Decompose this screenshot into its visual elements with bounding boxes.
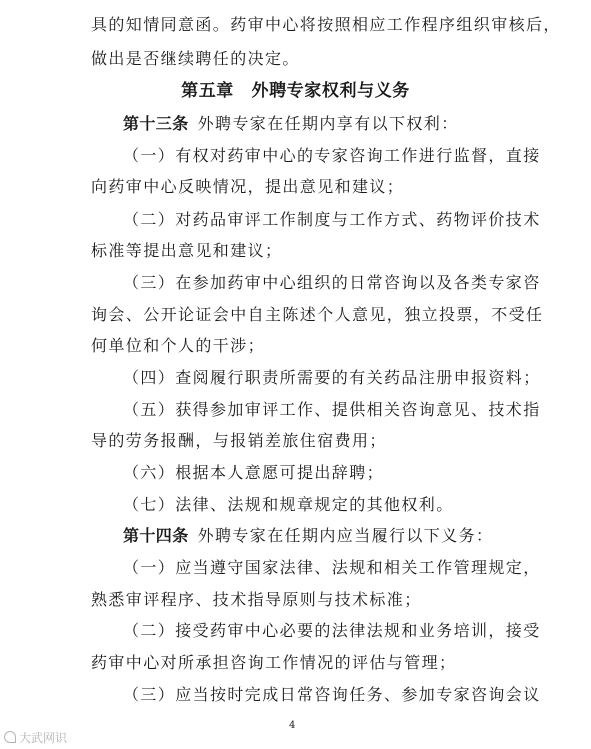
article-13-intro: 外聘专家在任期内享有以下权利： [197, 114, 459, 133]
article-13-heading [123, 114, 459, 134]
list-item: （七）法律、法规和规章规定的其他权利。 [123, 495, 454, 514]
list-item: 熟悉审评程序、技术指导原则与技术标准； [91, 590, 422, 609]
article-14-intro: 外聘专家在任期内应当履行以下义务： [197, 526, 494, 545]
list-item: 标准等提出意见和建议； [91, 241, 283, 260]
text-line: 做出是否继续聘任的决定。 [91, 49, 300, 68]
watermark [4, 729, 67, 746]
list-item: 药审中心对所承担咨询工作情况的评估与管理； [91, 653, 457, 672]
chapter-title: 第五章 外聘专家权利与义务 [181, 81, 410, 101]
list-item: 何单位和个人的干涉； [91, 336, 266, 355]
page-number: 4 [289, 720, 296, 731]
list-item: （三）在参加药审中心组织的日常咨询以及各类专家咨 [123, 273, 541, 292]
text-line: 具的知情同意函。药审中心将按照相应工作程序组织审核后， [91, 15, 561, 34]
list-item: （二）对药品审评工作制度与工作方式、药物评价技术 [123, 210, 541, 229]
watermark-text: 大武网识 [19, 731, 68, 745]
list-item: （一）应当遵守国家法律、法规和相关工作管理规定， [123, 558, 541, 577]
list-item: （三）应当按时完成日常咨询任务、参加专家咨询会议 [123, 685, 541, 704]
list-item: （二）接受药审中心必要的法律法规和业务培训，接受 [123, 621, 541, 640]
article-14-heading [123, 526, 493, 546]
list-item: （一）有权对药审中心的专家咨询工作进行监督，直接 [123, 146, 541, 165]
list-item: 导的劳务报酬，与报销差旅住宿费用； [91, 431, 387, 450]
article-14-label: 第十四条 [123, 526, 189, 545]
list-item: （六）根据本人意愿可提出辞聘； [123, 463, 385, 482]
list-item: （四）查阅履行职责所需要的有关药品注册申报资料； [123, 368, 541, 387]
article-13-label: 第十三条 [123, 114, 189, 133]
list-item: 询会、公开论证会中自主陈述个人意见，独立投票，不受任 [91, 305, 544, 324]
list-item: （五）获得参加审评工作、提供相关咨询意见、技术指 [123, 400, 541, 419]
watermark-logo-icon [4, 731, 16, 743]
list-item: 向药审中心反映情况，提出意见和建议； [91, 177, 405, 196]
